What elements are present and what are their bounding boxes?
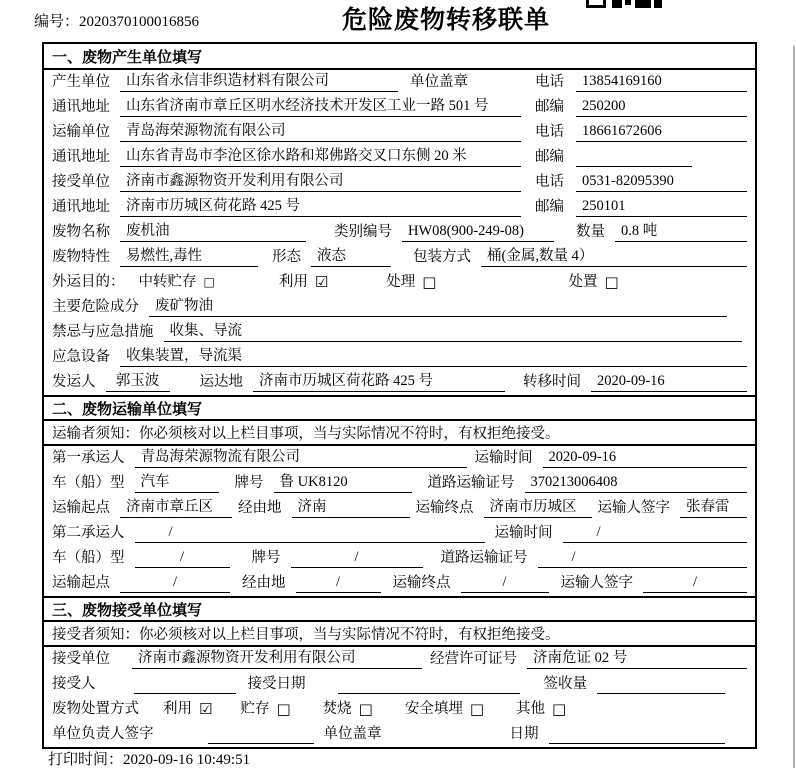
row-accept-person xyxy=(44,672,755,697)
quantity-label: 数量 xyxy=(576,224,605,240)
plate1-value: 鲁 UK8120 xyxy=(274,472,412,493)
checkbox-unchecked: □ xyxy=(358,699,373,718)
equipment-value: 收集装置，导流渠 xyxy=(120,346,747,367)
address-label: 通讯地址 xyxy=(52,199,110,215)
disposal-label: 废物处置方式 xyxy=(52,701,139,717)
checkbox-unchecked: □ xyxy=(203,275,215,289)
print-time-label: 打印时间： xyxy=(48,752,124,768)
row-purpose xyxy=(44,270,755,295)
transport-time-label: 运输时间 xyxy=(474,450,533,466)
transporter-value: 青岛海荣源物流有限公司 xyxy=(120,121,521,142)
equipment-label: 应急设备 xyxy=(52,349,110,365)
hazard-value: 废矿物油 xyxy=(149,296,727,317)
received-amount-label: 签收量 xyxy=(543,676,587,692)
address-label: 通讯地址 xyxy=(52,99,110,115)
phone-label: 电话 xyxy=(535,74,564,90)
row-vehicle2 xyxy=(44,546,755,571)
date2-value xyxy=(549,743,726,744)
transporter-zip-group xyxy=(535,147,747,167)
carrier-sign2-value: / xyxy=(643,572,747,593)
row-hazard-component xyxy=(44,295,755,320)
receiver-address-value: 济南市历城区荷花路 425 号 xyxy=(120,196,521,217)
origin-label: 运输起点 xyxy=(52,500,110,516)
page-edge-line xyxy=(793,46,795,768)
transfer-time-value: 2020-09-16 xyxy=(591,371,747,392)
receiver-value: 济南市鑫源物资开发利用有限公司 xyxy=(120,171,521,192)
row-receiver-address xyxy=(44,195,755,220)
transporter-address-value: 山东省青岛市李沧区徐水路和郑佛路交叉口东侧 20 米 xyxy=(120,146,521,167)
leader-sign-value xyxy=(208,743,314,744)
emergency-label: 禁忌与应急措施 xyxy=(52,324,154,340)
print-time-value: 2020-09-16 10:49:51 xyxy=(123,752,251,768)
purpose-option-treat: 处理 □ xyxy=(386,272,437,291)
receiver-phone-group xyxy=(535,171,747,192)
zip-label: 邮编 xyxy=(535,199,564,215)
destination-label: 运达地 xyxy=(199,374,243,390)
checkbox-unchecked: □ xyxy=(422,272,437,291)
sender-value: 郭玉波 xyxy=(106,371,170,392)
producer-phone-value: 13854169160 xyxy=(576,71,747,92)
accept-person-label: 接受人 xyxy=(52,676,96,692)
row-accept-unit xyxy=(44,647,755,672)
vehicle-type-label: 车（船）型 xyxy=(52,550,125,566)
road-permit-label: 道路运输证号 xyxy=(440,550,528,566)
receiver-notice: 接受者须知：你必须核对以上栏目事项，当与实际情况不符时，有权拒绝接受。 xyxy=(44,622,755,647)
checkbox-checked: ☑ xyxy=(314,272,329,291)
row-transporter xyxy=(44,120,755,145)
disposal-option-storage: 贮存 □ xyxy=(240,699,291,718)
unit-stamp-label: 单位盖章 xyxy=(410,74,468,90)
row-leader-signature xyxy=(44,722,755,747)
carrier2-label: 第二承运人 xyxy=(52,525,125,541)
transporter-phone-group xyxy=(535,121,747,142)
form-value: 液态 xyxy=(311,246,391,267)
license-value: 济南危证 02 号 xyxy=(527,648,747,669)
row-emergency-equipment xyxy=(44,345,755,370)
producer-address-value: 山东省济南市章丘区明水经济技术开发区工业一路 501 号 xyxy=(120,96,521,117)
row-sender xyxy=(44,370,755,395)
transporter-notice: 运输者须知：你必须核对以上栏目事项，当与实际情况不符时，有权拒绝接受。 xyxy=(44,421,755,446)
disposal-option-incinerate: 焚烧 □ xyxy=(322,699,373,718)
disposal-option-other: 其他 □ xyxy=(516,699,567,718)
quantity-value: 0.8 吨 xyxy=(615,221,747,242)
destination-value: 济南市历城区荷花路 425 号 xyxy=(253,371,505,392)
sender-label: 发运人 xyxy=(52,374,96,390)
road-permit-label: 道路运输证号 xyxy=(427,475,515,491)
carrier-sign1-value: 张春雷 xyxy=(680,497,747,518)
unit-stamp-label: 单位盖章 xyxy=(323,726,382,742)
checkbox-checked: ☑ xyxy=(199,699,213,718)
phone-label: 电话 xyxy=(535,124,564,140)
checkbox-unchecked: □ xyxy=(552,699,567,718)
vehicle2-value: / xyxy=(135,547,230,568)
carrier1-value: 青岛海荣源物流有限公司 xyxy=(135,447,467,468)
transporter-label: 运输单位 xyxy=(52,124,110,140)
row-producer-address xyxy=(44,95,755,120)
row-receiver xyxy=(44,170,755,195)
packing-value: 桶(金属,数量 4） xyxy=(481,246,747,267)
endpoint-label: 运输终点 xyxy=(392,575,451,591)
via-label: 经由地 xyxy=(242,575,286,591)
endpoint2-value: / xyxy=(461,572,549,593)
producer-label: 产生单位 xyxy=(52,74,110,90)
transport-time1-value: 2020-09-16 xyxy=(543,447,748,468)
serial-number: 2020370100016856 xyxy=(79,14,200,30)
section2-header: 二、废物运输单位填写 xyxy=(44,395,755,421)
row-waste-name xyxy=(44,220,755,245)
checkbox-unchecked: □ xyxy=(276,699,291,718)
waste-name-value: 废机油 xyxy=(120,221,306,242)
row-second-carrier xyxy=(44,521,755,546)
accept-person-value xyxy=(134,693,236,694)
endpoint-label: 运输终点 xyxy=(415,500,474,516)
row-emergency-measures xyxy=(44,320,755,345)
serial-label: 编号： xyxy=(34,14,80,30)
producer-zip-group xyxy=(535,96,747,117)
accept-unit-label: 接受单位 xyxy=(52,651,110,667)
plate-label: 牌号 xyxy=(251,550,281,566)
section1-header: 一、废物产生单位填写 xyxy=(44,44,755,70)
producer-value: 山东省永信非织造材料有限公司 xyxy=(120,71,398,92)
endpoint1-value: 济南市历城区 xyxy=(484,497,592,518)
row-route1 xyxy=(44,496,755,521)
address-label: 通讯地址 xyxy=(52,149,110,165)
checkbox-unchecked: □ xyxy=(604,272,619,291)
section3-header: 三、废物接受单位填写 xyxy=(44,596,755,622)
origin2-value: / xyxy=(120,572,230,593)
plate-label: 牌号 xyxy=(234,475,264,491)
qr-code-fragment xyxy=(586,0,662,8)
transporter-zip-value xyxy=(576,166,692,167)
manifest-form xyxy=(42,42,757,749)
form-label: 形态 xyxy=(272,249,301,265)
page-title: 危险废物转移联单 xyxy=(341,6,550,34)
receiver-zip-value: 250101 xyxy=(576,196,747,217)
purpose-option-transfer-storage: 中转贮存 □ xyxy=(138,274,215,290)
print-time-line xyxy=(48,748,250,768)
origin-label: 运输起点 xyxy=(52,575,110,591)
zip-label: 邮编 xyxy=(535,149,564,165)
receiver-phone-value: 0531-82095390 xyxy=(576,171,747,192)
carrier1-label: 第一承运人 xyxy=(52,450,125,466)
date-label: 日期 xyxy=(509,726,539,742)
origin1-value: 济南市章丘区 xyxy=(120,497,232,518)
category-label: 类别编号 xyxy=(334,224,392,240)
transfer-time-label: 转移时间 xyxy=(523,374,581,390)
transport-time2-value: / xyxy=(563,522,748,543)
row-waste-character xyxy=(44,245,755,270)
purpose-option-dispose: 处置 □ xyxy=(568,272,619,291)
row-route2 xyxy=(44,571,755,596)
carrier-sign-label: 运输人签字 xyxy=(597,500,670,516)
row-disposal-method xyxy=(44,697,755,722)
emergency-value: 收集、导流 xyxy=(164,321,743,342)
road-permit2-value: / xyxy=(538,547,748,568)
category-value: HW08(900-249-08) xyxy=(402,221,554,242)
character-value: 易燃性,毒性 xyxy=(120,246,258,267)
row-vehicle1 xyxy=(44,471,755,496)
leader-sign-label: 单位负责人签字 xyxy=(52,726,154,742)
vehicle1-value: 汽车 xyxy=(135,472,219,493)
receiver-zip-group xyxy=(535,196,747,217)
accept-unit-value: 济南市鑫源物资开发利用有限公司 xyxy=(132,648,422,669)
phone-label: 电话 xyxy=(535,174,564,190)
carrier-sign-label: 运输人签字 xyxy=(560,575,633,591)
zip-label: 邮编 xyxy=(535,99,564,115)
packing-label: 包装方式 xyxy=(413,249,471,265)
row-producer xyxy=(44,70,755,95)
vehicle-type-label: 车（船）型 xyxy=(52,475,125,491)
via-label: 经由地 xyxy=(238,500,282,516)
accept-date-label: 接受日期 xyxy=(247,676,306,692)
via1-value: 济南 xyxy=(292,497,410,518)
disposal-option-landfill: 安全填埋 □ xyxy=(404,699,485,718)
row-transporter-address xyxy=(44,145,755,170)
waste-name-label: 废物名称 xyxy=(52,224,110,240)
received-amount-value xyxy=(597,693,725,694)
road-permit1-value: 370213006408 xyxy=(525,472,748,493)
purpose-option-utilize: 利用 ☑ xyxy=(278,272,329,291)
license-label: 经营许可证号 xyxy=(430,651,517,667)
carrier2-value: / xyxy=(135,522,485,543)
transport-time-label: 运输时间 xyxy=(494,525,553,541)
character-label: 废物特性 xyxy=(52,249,110,265)
purpose-label: 外运目的： xyxy=(52,274,125,290)
receiver-label: 接受单位 xyxy=(52,174,110,190)
producer-zip-value: 250200 xyxy=(576,96,747,117)
accept-date-value xyxy=(338,693,520,694)
producer-phone-group xyxy=(535,71,747,92)
via2-value: / xyxy=(296,572,381,593)
transporter-phone-value: 18661672606 xyxy=(576,121,747,142)
hazard-label: 主要危险成分 xyxy=(52,299,139,315)
disposal-option-utilize: 利用 ☑ xyxy=(163,699,213,718)
row-first-carrier xyxy=(44,446,755,471)
plate2-value: / xyxy=(291,547,423,568)
checkbox-unchecked: □ xyxy=(469,699,485,718)
